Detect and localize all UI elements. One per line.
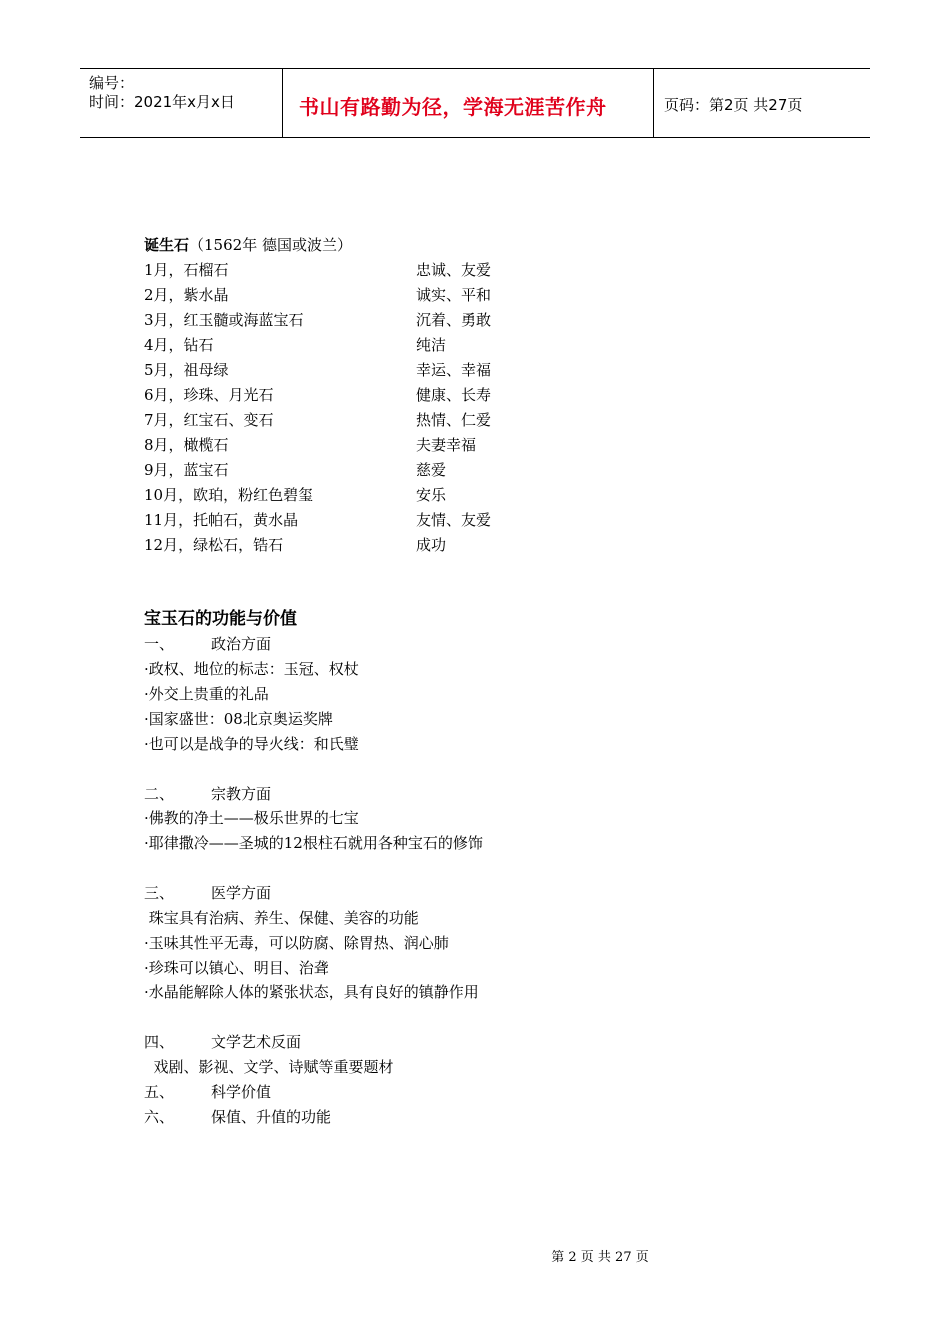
section-title: 保值、升值的功能 [211, 1108, 332, 1126]
birthstone-month: 10月，欧珀，粉红色碧玺 [144, 486, 314, 504]
birthstone-meaning: 慈爱 [416, 461, 447, 479]
list-item: ·耶律撒冷——圣城的12根柱石就用各种宝石的修饰 [144, 834, 483, 852]
birthstone-meaning: 安乐 [416, 486, 447, 504]
birthstone-month: 12月，绿松石，锆石 [144, 536, 284, 554]
birthstone-month: 7月，红宝石、变石 [144, 411, 274, 429]
id-label: 编号： [89, 74, 135, 92]
header-table [80, 68, 870, 138]
page-footer [0, 1246, 950, 1265]
header-meta-cell [80, 69, 283, 137]
header-motto-cell [283, 69, 654, 137]
birthstone-title-note: （1562年 德国或波兰） [189, 236, 352, 254]
list-item: 戏剧、影视、文学、诗赋等重要题材 [144, 1058, 394, 1076]
section-title: 文学艺术反面 [211, 1033, 302, 1051]
section-heading [144, 1082, 271, 1102]
birthstone-month: 8月，橄榄石 [144, 436, 229, 454]
section-number: 五、 [144, 1083, 175, 1101]
list-item: ·珍珠可以镇心、明目、治聋 [144, 959, 329, 977]
page-info: 页码：第2页 共27页 [664, 96, 803, 114]
section-heading [144, 634, 271, 654]
section-title: 政治方面 [211, 635, 272, 653]
section-number: 六、 [144, 1108, 175, 1126]
birthstone-month: 6月，珍珠、月光石 [144, 386, 274, 404]
section-number: 四、 [144, 1033, 175, 1051]
birthstone-meaning: 友情、友爱 [416, 511, 492, 529]
birthstone-meaning: 幸运、幸福 [416, 361, 492, 379]
section-title: 科学价值 [211, 1083, 272, 1101]
birthstone-month: 11月，托帕石，黄水晶 [144, 511, 299, 529]
birthstone-meaning: 忠诚、友爱 [416, 261, 492, 279]
birthstone-month: 3月，红玉髓或海蓝宝石 [144, 311, 304, 329]
section-heading [144, 1107, 331, 1127]
list-item: ·玉味其性平无毒，可以防腐、除胃热、润心肺 [144, 934, 449, 952]
header-page-cell [654, 69, 870, 137]
list-item: ·国家盛世：08北京奥运奖牌 [144, 710, 333, 728]
birthstone-month: 4月，钻石 [144, 336, 214, 354]
section-heading [144, 784, 271, 804]
list-item: ·政权、地位的标志：玉冠、权杖 [144, 660, 359, 678]
section-number: 一、 [144, 635, 175, 653]
section-heading [144, 883, 271, 903]
birthstone-month: 1月，石榴石 [144, 261, 229, 279]
birthstone-title-line [144, 235, 352, 255]
list-item: ·佛教的净土——极乐世界的七宝 [144, 809, 359, 827]
section-number: 三、 [144, 884, 175, 902]
birthstone-meaning: 诚实、平和 [416, 286, 492, 304]
section-title: 宗教方面 [211, 785, 272, 803]
list-item: ·也可以是战争的导火线：和氏璧 [144, 735, 359, 753]
birthstone-month: 9月，蓝宝石 [144, 461, 229, 479]
section-title: 医学方面 [211, 884, 272, 902]
section-number: 二、 [144, 785, 175, 803]
footer-page-number: 第 2 页 共 27 页 [551, 1250, 649, 1265]
birthstone-meaning: 沉着、勇敢 [416, 311, 492, 329]
list-item: 珠宝具有治病、养生、保健、美容的功能 [144, 909, 419, 927]
list-item: ·外交上贵重的礼品 [144, 685, 269, 703]
functions-title: 宝玉石的功能与价值 [144, 609, 297, 629]
birthstone-meaning: 健康、长寿 [416, 386, 492, 404]
date-line: 时间：2021年x月x日 [89, 93, 235, 111]
list-item: ·水晶能解除人体的紧张状态，具有良好的镇静作用 [144, 983, 479, 1001]
birthstone-meaning: 成功 [416, 536, 447, 554]
birthstone-title: 诞生石 [144, 236, 190, 254]
birthstone-meaning: 纯洁 [416, 336, 447, 354]
birthstone-month: 2月，紫水晶 [144, 286, 229, 304]
motto-text: 书山有路勤为径，学海无涯苦作舟 [299, 95, 607, 119]
birthstone-meaning: 热情、仁爱 [416, 411, 492, 429]
birthstone-meaning: 夫妻幸福 [416, 436, 477, 454]
section-heading [144, 1032, 301, 1052]
birthstone-month: 5月，祖母绿 [144, 361, 229, 379]
